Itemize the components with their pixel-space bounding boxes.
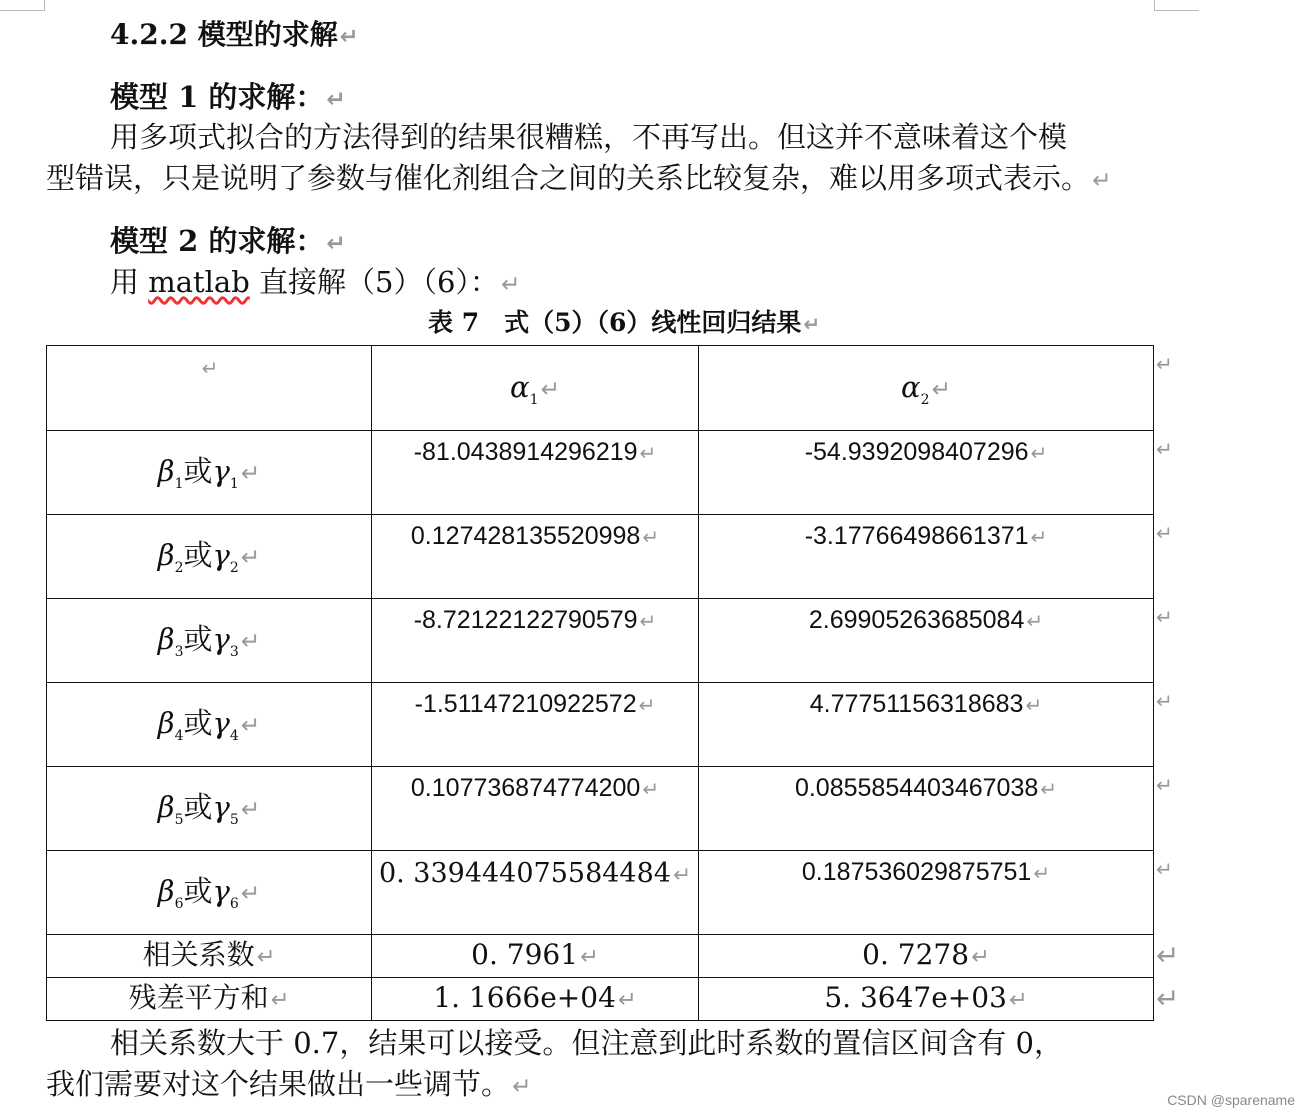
row-end-mark-icon: ↵ (1156, 938, 1180, 972)
cell-value: -81.0438914296219 ↵ (372, 431, 699, 515)
spellcheck-word: matlab (148, 265, 250, 299)
header-alpha2 (699, 346, 1154, 431)
table-row (47, 683, 1184, 767)
cell-value: 0. 339444075584484 ↵ (372, 851, 699, 935)
model2-title: 模型 2 的求解： ↵ (110, 223, 346, 262)
table-row (47, 767, 1184, 851)
cell-value: -54.9392098407296 ↵ (699, 431, 1154, 515)
model2-paragraph (110, 264, 520, 303)
symbol: γ (212, 706, 230, 740)
table-row-correlation (47, 935, 1184, 978)
row-end-mark-icon: ↵ (1156, 351, 1173, 376)
conclusion-line1: 相关系数大于 0.7，结果可以接受。但注意到此时系数的置信区间含有 0， (110, 1026, 1064, 1060)
subscript: 2 (174, 559, 184, 576)
row-end-mark-icon: ↵ (1156, 688, 1173, 713)
cell-value: 0.107736874774200 ↵ (372, 767, 699, 851)
row-end-mark-icon: ↵ (1156, 604, 1173, 629)
table-row (47, 431, 1184, 515)
table-header-row (47, 346, 1184, 431)
model1-paragraph-line2: 型错误，只是说明了参数与催化剂组合之间的关系比较复杂，难以用多项式表示。 ↵ (46, 160, 1111, 199)
row-label: 残差平方和 ↵ (47, 978, 372, 1021)
row-label (47, 515, 372, 599)
symbol: γ (212, 874, 230, 908)
or-text: 或 (183, 790, 213, 824)
symbol: γ (212, 454, 230, 488)
page-corner-mark-right (1154, 0, 1199, 11)
cell-value: -3.17766498661371 ↵ (699, 515, 1154, 599)
or-text: 或 (183, 538, 213, 572)
row-end-mark-icon: ↵ (1156, 772, 1173, 797)
symbol: β (157, 706, 175, 740)
header-alpha1 (372, 346, 699, 431)
table-caption: 表 7 式（5）（6）线性回归结果 ↵ (428, 306, 820, 341)
row-label (47, 431, 372, 515)
text: 用 (110, 265, 149, 299)
row-label (47, 851, 372, 935)
row-end-mark-icon: ↵ (1156, 856, 1173, 881)
cell-value: 2.69905263685084 ↵ (699, 599, 1154, 683)
table-and-conclusion (46, 345, 1246, 1107)
cell-value: 0. 7278 ↵ (699, 935, 1154, 978)
cell-value: 0.127428135520998 ↵ (372, 515, 699, 599)
cell-value: 1. 1666e+04 ↵ (372, 978, 699, 1021)
row-label: 相关系数 ↵ (47, 935, 372, 978)
section-heading: 4.2.2 模型的求解 ↵ (110, 17, 358, 55)
symbol: α (901, 369, 921, 404)
empty-header-cell (47, 346, 372, 431)
row-label (47, 683, 372, 767)
subscript: 1 (529, 391, 539, 408)
subscript: 1 (174, 475, 184, 492)
subscript: 4 (229, 727, 239, 744)
cell-value: 4.77751156318683 ↵ (699, 683, 1154, 767)
or-text: 或 (183, 874, 213, 908)
symbol: γ (212, 790, 230, 824)
symbol: β (157, 454, 175, 488)
cell-value: 0. 7961 ↵ (372, 935, 699, 978)
conclusion-line2: 我们需要对这个结果做出一些调节。 ↵ (46, 1064, 1246, 1107)
symbol: β (157, 538, 175, 572)
row-end-mark-icon: ↵ (1156, 436, 1173, 461)
row-end-mark-icon: ↵ (1156, 981, 1180, 1015)
symbol: β (157, 790, 175, 824)
symbol: γ (212, 538, 230, 572)
model1-title: 模型 1 的求解： ↵ (110, 79, 346, 118)
subscript: 5 (174, 811, 184, 828)
table-row (47, 599, 1184, 683)
table-row (47, 851, 1184, 935)
regression-results-table (46, 345, 1184, 1021)
cell-value: 5. 3647e+03 ↵ (699, 978, 1154, 1021)
cell-value: -8.72122122790579 ↵ (372, 599, 699, 683)
text: 直接解（5）（6）： (249, 265, 499, 299)
or-text: 或 (183, 622, 213, 656)
subscript: 3 (174, 643, 184, 660)
symbol: β (157, 874, 175, 908)
table-row-rss (47, 978, 1184, 1021)
subscript: 2 (920, 391, 930, 408)
table-row (47, 515, 1184, 599)
subscript: 6 (174, 895, 184, 912)
row-label (47, 599, 372, 683)
or-text: 或 (183, 454, 213, 488)
cell-value: -1.51147210922572 ↵ (372, 683, 699, 767)
cell-value: 0.0855854403467038 ↵ (699, 767, 1154, 851)
model1-paragraph-line1: 用多项式拟合的方法得到的结果很糟糕，不再写出。但这并不意味着这个模 (110, 120, 1068, 154)
subscript: 2 (229, 559, 239, 576)
watermark: CSDN @sparename (1167, 1092, 1295, 1108)
subscript: 5 (229, 811, 239, 828)
symbol: γ (212, 622, 230, 656)
row-end-mark-icon: ↵ (1156, 520, 1173, 545)
symbol: α (510, 369, 530, 404)
or-text: 或 (183, 706, 213, 740)
subscript: 6 (229, 895, 239, 912)
subscript: 3 (229, 643, 239, 660)
subscript: 4 (174, 727, 184, 744)
cell-value: 0.187536029875751 ↵ (699, 851, 1154, 935)
symbol: β (157, 622, 175, 656)
row-label (47, 767, 372, 851)
subscript: 1 (229, 475, 239, 492)
page-corner-mark-left (0, 0, 45, 11)
